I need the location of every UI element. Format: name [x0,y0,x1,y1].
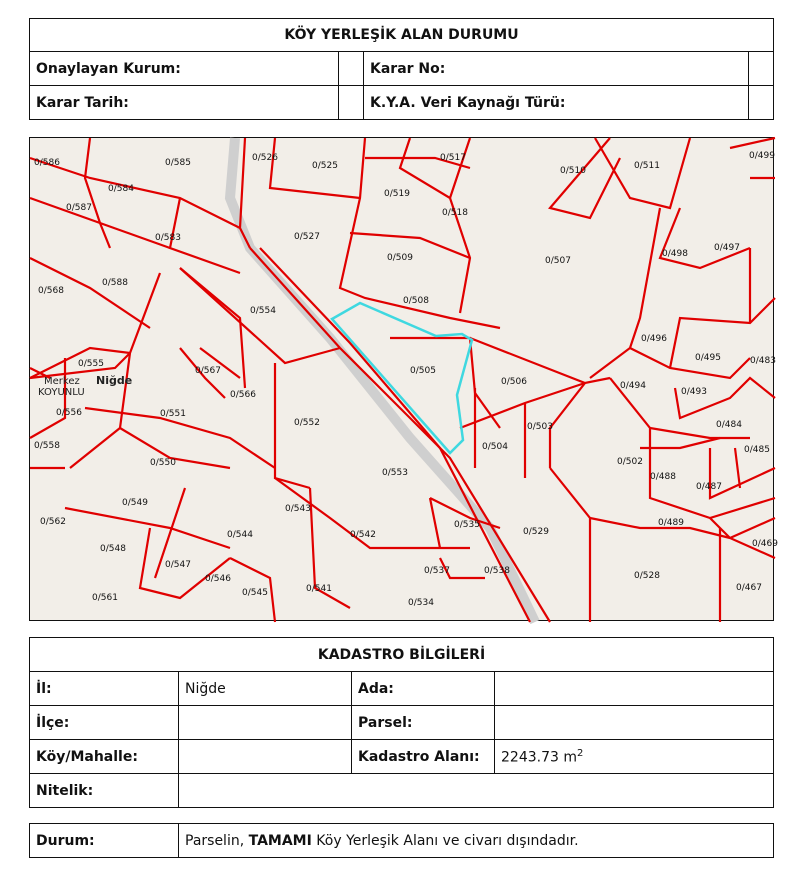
parcel-label: 0/566 [230,390,256,400]
parcel-label: 0/488 [650,472,676,482]
parcel-label: 0/555 [78,359,104,369]
parcel-label: 0/505 [410,366,436,376]
parcel-label: 0/549 [122,498,148,508]
parcel-label: 0/467 [736,583,762,593]
approving-institution-value [339,52,364,86]
il-label: İl: [30,672,179,706]
cadastre-title: KADASTRO BİLGİLERİ [30,638,774,672]
parcel-label: 0/489 [658,518,684,528]
cadastre-area-label: Kadastro Alanı: [352,740,495,774]
parcel-label: 0/502 [617,457,643,467]
parcel-label: 0/487 [696,482,722,492]
parcel-label: 0/561 [92,593,118,603]
parcel-label: 0/547 [165,560,191,570]
parcel-label: 0/529 [523,527,549,537]
parcel-label: 0/544 [227,530,253,540]
settlement-title: KÖY YERLEŞİK ALAN DURUMU [30,19,774,52]
approving-institution-label: Onaylayan Kurum: [30,52,339,86]
parcel-label: 0/553 [382,468,408,478]
parcel-label: 0/484 [716,420,742,430]
ilce-value [179,706,352,740]
parcel-label: 0/584 [108,184,134,194]
parcel-label: 0/534 [408,598,434,608]
parcel-label: 0/495 [695,353,721,363]
status-text: Parselin, TAMAMI Köy Yerleşik Alanı ve civarı dışındadır. [179,824,774,858]
parcel-label: 0/509 [387,253,413,263]
parcel-label: 0/503 [527,422,553,432]
place-sub2: KOYUNLU [38,387,85,398]
parcel-label: 0/535 [454,520,480,530]
parcel-label: 0/508 [403,296,429,306]
koy-mahalle-value [179,740,352,774]
parcel-label: 0/588 [102,278,128,288]
source-type-value [749,86,774,120]
parcel-label: 0/538 [484,566,510,576]
parcel-label: 0/567 [195,366,221,376]
parcel-label: 0/496 [641,334,667,344]
parcel-label: 0/506 [501,377,527,387]
parcel-label: 0/586 [34,158,60,168]
decision-date-label: Karar Tarih: [30,86,339,120]
parcel-label: 0/562 [40,517,66,527]
parcel-label: 0/511 [634,161,660,171]
parcel-label: 0/493 [681,387,707,397]
parcel-label: 0/507 [545,256,571,266]
decision-date-value [339,86,364,120]
parsel-value [495,706,774,740]
parcel-label: 0/525 [312,161,338,171]
ilce-label: İlçe: [30,706,179,740]
cadastral-map[interactable] [29,137,778,621]
parcel-label: 0/528 [634,571,660,581]
parcel-label: 0/550 [150,458,176,468]
koy-mahalle-label: Köy/Mahalle: [30,740,179,774]
parcel-label: 0/510 [560,166,586,176]
status-label: Durum: [30,824,179,858]
status-table [29,823,774,858]
nitelik-label: Nitelik: [30,774,179,808]
parcel-label: 0/545 [242,588,268,598]
decision-no-value [749,52,774,86]
parcel-label: 0/537 [424,566,450,576]
place-sub1: Merkez [44,376,80,387]
parcel-label: 0/497 [714,243,740,253]
cadastral-map-svg [30,138,778,622]
parcel-label: 0/527 [294,232,320,242]
parcel-label: 0/554 [250,306,276,316]
parcel-label: 0/543 [285,504,311,514]
parcel-label: 0/583 [155,233,181,243]
parcel-label: 0/548 [100,544,126,554]
decision-no-label: Karar No: [364,52,749,86]
parcel-label: 0/504 [482,442,508,452]
parcel-label: 0/526 [252,153,278,163]
nitelik-value [179,774,774,808]
parcel-label: 0/517 [440,153,466,163]
parcel-label: 0/568 [38,286,64,296]
parcel-label: 0/498 [662,249,688,259]
parcel-label: 0/542 [350,530,376,540]
cadastre-table [29,637,774,807]
parcel-label: 0/552 [294,418,320,428]
ada-label: Ada: [352,672,495,706]
parcel-label: 0/494 [620,381,646,391]
parcel-label: 0/551 [160,409,186,419]
parcel-label: 0/483 [750,356,776,366]
ada-value [495,672,774,706]
parcel-label: 0/499 [749,151,775,161]
il-value: Niğde [179,672,352,706]
parcel-label: 0/587 [66,203,92,213]
cadastre-area-value: 2243.73 $m^2$ [495,740,774,774]
parcel-label: 0/469 [752,539,778,549]
settlement-status-table [29,18,774,120]
parcel-label: 0/518 [442,208,468,218]
parcel-label: 0/541 [306,584,332,594]
parcel-label: 0/558 [34,441,60,451]
parcel-label: 0/556 [56,408,82,418]
parcel-boundaries [30,138,775,622]
source-type-label: K.Y.A. Veri Kaynağı Türü: [364,86,749,120]
parsel-label: Parsel: [352,706,495,740]
parcel-label: 0/546 [205,574,231,584]
parcel-label: 0/485 [744,445,770,455]
place-name: Niğde [96,374,133,387]
parcel-label: 0/585 [165,158,191,168]
parcel-label: 0/519 [384,189,410,199]
